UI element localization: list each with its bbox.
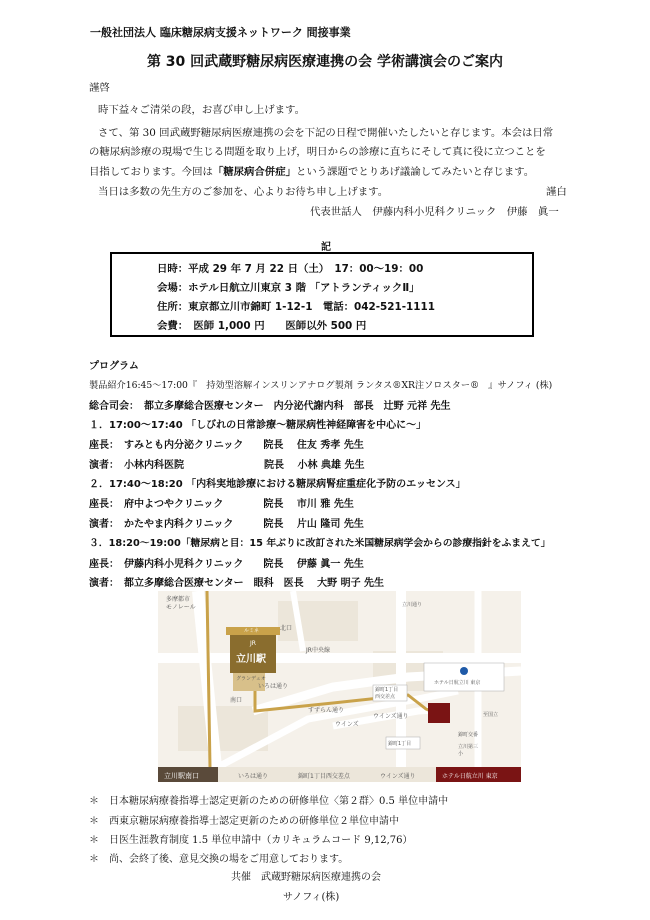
map-label-tachikawa-street: 立川通り bbox=[402, 602, 423, 608]
letter-line-5: 当日は多数の先生方のご参加を、心よりお待ち申し上げます。 bbox=[98, 186, 389, 198]
note-4: ＊ 尚、会終了後、意見交換の場をご用意しております。 bbox=[89, 854, 349, 865]
note-3: ＊ 日医生涯教育制度 1.5 単位申請中（カリキュラムコード 9,12,76） bbox=[89, 835, 413, 846]
map-graphic bbox=[158, 591, 521, 782]
map-label-station: 立川駅 bbox=[236, 654, 266, 665]
map-label-jr-line: JR中央線 bbox=[306, 647, 330, 654]
map-footer-1: いろは通り bbox=[238, 773, 269, 780]
general-chair: 総合司会： 都立多摩総合医療センター 内分泌代謝内科 部長 辻野 元祥 先生 bbox=[89, 401, 451, 412]
map-label-granduo: グランデュオ bbox=[236, 676, 266, 682]
event-venue: 会場：ホテル日航立川東京 3 階 「アトランティックⅡ」 bbox=[157, 282, 420, 294]
jr-line-road bbox=[158, 653, 521, 663]
map-label-iroha: いろは通り bbox=[258, 683, 289, 690]
product-intro: 製品紹介16:45～17:00『 持効型溶解インスリンアナログ製剤 ランタス®XR注ソロスター® 』サノフィ (株) bbox=[89, 380, 553, 391]
map-label-nishiki: 錦町1丁目 bbox=[388, 741, 412, 747]
map-label-monorail-2: モノレール bbox=[166, 604, 196, 611]
event-details-box bbox=[110, 252, 534, 337]
session-1-chair: 座長： すみとも内分泌クリニック 院長 住友 秀孝 先生 bbox=[89, 440, 364, 451]
letter-line-1: 時下益々ご清栄の段，お喜び申し上げます。 bbox=[98, 104, 305, 116]
note-2: ＊ 西東京糖尿病療養指導士認定更新のための研修単位２単位申請中 bbox=[89, 816, 399, 827]
session-3-speaker: 演者： 都立多摩総合医療センター 眼科 医長 大野 明子 先生 bbox=[89, 578, 385, 589]
map-footer-3: ウインズ通り bbox=[380, 773, 416, 780]
letter-line-4-pre: 目指しております。今回は bbox=[89, 166, 213, 178]
map-label-winds: ウインズ bbox=[335, 721, 359, 728]
map-label-minamiguchi: 南口 bbox=[230, 697, 243, 704]
map-label-windsdori: ウインズ通り bbox=[373, 713, 409, 720]
map-label-midori: 至国立 bbox=[483, 712, 499, 718]
map-label-lumine: ルミネ bbox=[244, 628, 260, 634]
session-1-title: １．17:00～17:40 「しびれの日常診療～糖尿病性神経障害を中心に～」 bbox=[89, 420, 427, 431]
map-label-suzuran: すずらん通り bbox=[308, 707, 345, 714]
event-datetime: 日時：平成 29 年 7 月 22 日（土） 17：00～19：00 bbox=[157, 263, 424, 275]
map-label-jr: JR bbox=[250, 640, 256, 647]
access-map bbox=[158, 591, 521, 782]
session-2-speaker: 演者： かたやま内科クリニック 院長 片山 隆司 先生 bbox=[89, 519, 364, 530]
session-3-title: ３．18:20～19:00「糖尿病と目：15 年ぶりに改訂された米国糖尿病学会からの診療指針をふまえて」 bbox=[89, 538, 551, 549]
map-label-school-2: 小 bbox=[458, 751, 464, 757]
event-fee: 会費： 医師 1,000 円 医師以外 500 円 bbox=[157, 320, 367, 332]
program-heading: プログラム bbox=[89, 361, 139, 372]
map-label-school-1: 立川第三 bbox=[458, 744, 479, 750]
ki-heading: 記 bbox=[321, 242, 331, 253]
hotel-block bbox=[428, 703, 450, 723]
page-title: 第 30 回武蔵野糖尿病医療連携の会 学術講演会のご案内 bbox=[146, 54, 504, 70]
map-footer-left: 立川駅南口 bbox=[164, 772, 199, 780]
map-label-monorail-1: 多摩都市 bbox=[166, 596, 191, 603]
letter-line-4-post: という課題でとりあげ議論してみたいと存じます。 bbox=[295, 166, 535, 178]
map-footer-2: 錦町1丁目西交差点 bbox=[298, 773, 350, 780]
session-2-title: ２．17:40～18:20 「内科実地診療における糖尿病腎症重症化予防のエッセンス」 bbox=[89, 479, 466, 490]
cohost-line: 共催 武蔵野糖尿病医療連携の会 bbox=[231, 872, 381, 883]
hotel-logo-icon bbox=[460, 667, 468, 675]
organization-line: 一般社団法人 臨床糖尿病支援ネットワーク 間接事業 bbox=[90, 26, 351, 39]
letter-line-4 bbox=[89, 163, 534, 178]
note-1: ＊ 日本糖尿病療養指導士認定更新のための研修単位〈第２群〉0.5 単位申請中 bbox=[89, 796, 449, 807]
map-footer-right: ホテル日航立川 東京 bbox=[442, 773, 498, 780]
letter-emphasis: 「糖尿病合併症」 bbox=[212, 166, 296, 178]
letter-line-3: の糖尿病診療の現場で生じる問題を取り上げ，明日からの診療に直ちにそして真に役に立つことを bbox=[89, 146, 546, 158]
sponsor-line: サノフィ(株) bbox=[283, 892, 340, 903]
map-label-nishiki-west-2: 西交差点 bbox=[375, 694, 396, 700]
map-label-kitaguchi: 北口 bbox=[280, 625, 293, 632]
map-label-bus: 錦町交番 bbox=[458, 732, 479, 738]
salutation: 謹啓 bbox=[89, 82, 110, 94]
signature: 代表世話人 伊藤内科小児科クリニック 伊藤 眞一 bbox=[310, 206, 559, 218]
session-3-chair: 座長： 伊藤内科小児科クリニック 院長 伊藤 眞一 先生 bbox=[89, 559, 364, 570]
letter-line-2: さて、第 30 回武蔵野糖尿病医療連携の会を下記の日程で開催いたしたいと存じます。本会は日常 bbox=[98, 127, 554, 139]
map-label-hotel: ホテル日航立川 東京 bbox=[434, 680, 481, 686]
session-1-speaker: 演者： 小林内科医院 院長 小林 典雄 先生 bbox=[89, 460, 365, 471]
closing-word: 謹白 bbox=[546, 186, 567, 198]
event-address: 住所：東京都立川市錦町 1-12-1 電話：042-521-1111 bbox=[157, 301, 435, 313]
session-2-chair: 座長： 府中よつやクリニック 院長 市川 雅 先生 bbox=[89, 499, 354, 510]
map-label-nishiki-west-1: 錦町1丁目 bbox=[375, 687, 399, 693]
